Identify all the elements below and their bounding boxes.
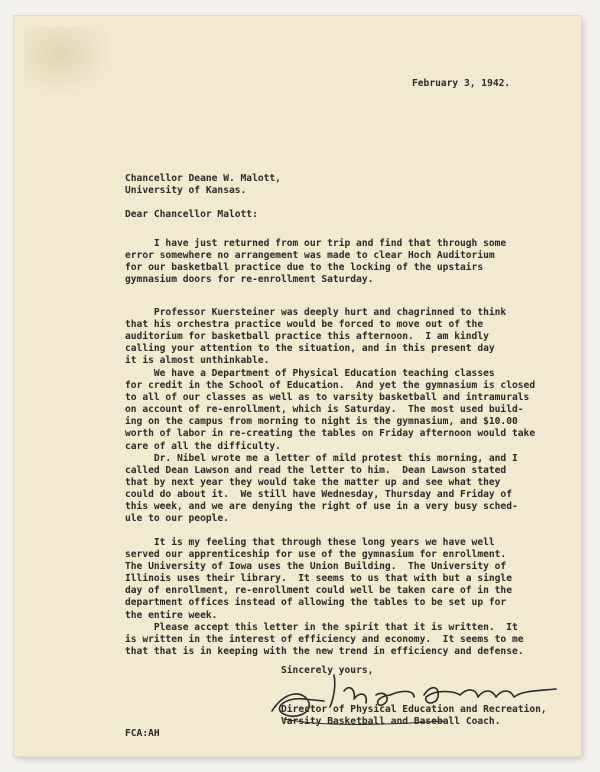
body-paragraph: We have a Department of Physical Education teaching classes for credit in the School of Education. And yet the gymnasium is closed to all of our classes as well as to varsity basketball and intramurals on account of re-enrollment, which is Saturday. The most used build- ing on the campus from morning to night is the gymnasium, and $10.00 worth of labor in re-creating the tables on Friday afternoon would take care of all the difficulty. [125,368,536,452]
signer-title [281,704,547,728]
body-paragraph: It is my feeling that through these long years we have well served our apprenticeship for use of the gymnasium for enrollment. The University of Iowa uses the Union Building. The University of Illinois uses their library. It seems to us that with but a single day of enrollment, re-enrollment could well be taken care of in the department offices instead of allowing the tables to be set up for the entire week. [125,537,512,621]
paper-stain [24,26,114,96]
salutation: Dear Chancellor Malott: [125,209,258,220]
recipient-block [125,173,281,197]
body-paragraph: Please accept this letter in the spirit that it is written. It is written in the interest of efficiency and economy. It seems to me that that is in keeping with the new trend in efficiency and defense. [125,622,524,658]
body-paragraph: Dr. Nibel wrote me a letter of mild protest this morning, and I called Dean Lawson and read the letter to him. Dean Lawson stated that by next year they would take the matter up and see what they could do about it. We still have Wednesday, Thursday and Friday of this week, and we are denying the right of use in a very busy sched- ule to our people. [125,453,518,525]
signer-title-line: Director of Physical Education and Recreation, [281,704,547,715]
reference-initials: FCA:AH [125,728,160,739]
letter-date: February 3, 1942. [412,78,511,89]
closing: Sincerely yours, [281,665,374,676]
signer-title-line: Varsity Basketball and Baseball Coach. [281,716,501,728]
recipient-institution: University of Kansas. [125,185,247,197]
recipient-name: Chancellor Deane W. Malott, [125,173,281,184]
body-paragraph: I have just returned from our trip and find that through some error somewhere no arrangement was made to clear Hoch Auditorium for our basketball practice due to the locking of the upstairs gymnasium doors for re-enrollment Saturday. [125,238,507,286]
letter-page [14,16,581,756]
body-paragraph: Professor Kuersteiner was deeply hurt and chagrinned to think that his orchestra practice would be forced to move out of the auditorium for basketball practice this afternoon. I am kindly calling your attention to the situation, and in this present day it is almost unthinkable. [125,307,507,367]
